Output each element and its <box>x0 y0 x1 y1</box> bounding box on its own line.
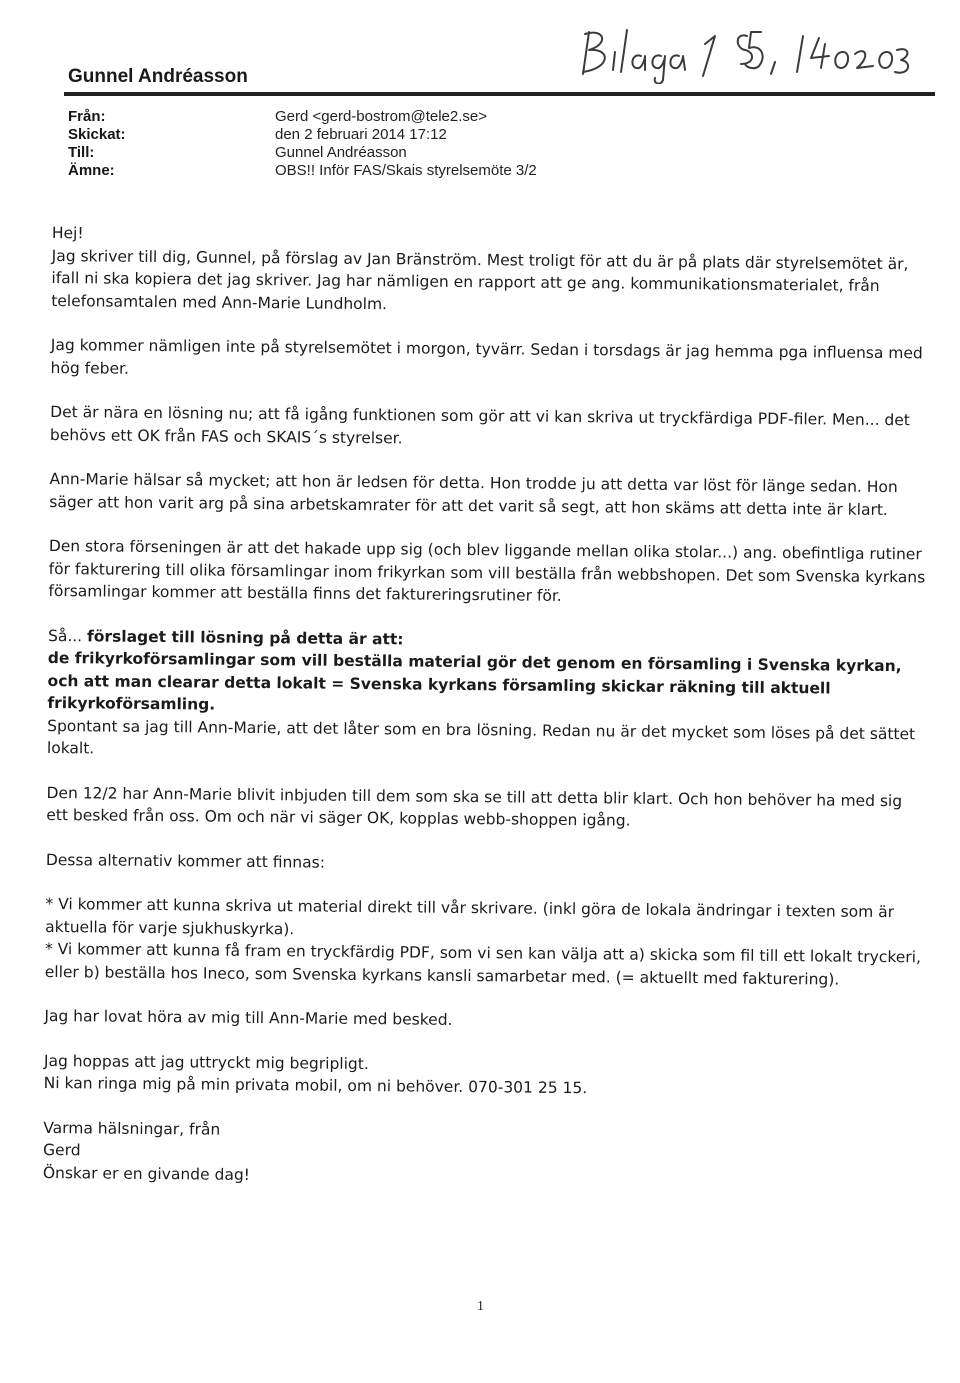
proposal-heading: förslaget till lösning på detta är att: <box>86 626 404 648</box>
handwritten-note-graphic <box>575 22 915 84</box>
from-value: Gerd <gerd-bostrom@tele2.se> <box>275 108 487 125</box>
alternatives-list <box>45 893 926 991</box>
signature-name: Gerd <box>43 1140 81 1160</box>
paragraph-solution-near: Det är nära en lösning nu; att få igång funktionen som gör att vi kan skriva ut tryckfärdiga PDF-filer. Men... det behövs ett OK från FAS och SKAIS´s styrelser. <box>49 402 911 447</box>
paragraph-absence: Jag kommer nämligen inte på styrelsemötet i morgon, tyvärr. Sedan i torsdags är jag hemma pga influensa med hög feber. <box>50 335 923 378</box>
meta-row-sent <box>68 126 537 144</box>
paragraph-delay-reason: Den stora förseningen är att det hakade upp sig (och blev liggande mellan olika stolar...) ang. obefintliga rutiner för fakturering till olika församlingar inom frikyrkan som vill beställa från webbshopen. Det som Svenska kyrkans församlingar kommer att beställa finns det faktureringsrutiner för. <box>48 536 926 605</box>
meta-row-to <box>68 144 537 162</box>
paragraph-intro: Jag skriver till dig, Gunnel, på förslag av Jan Bränström. Mest troligt för att du är på plats där styrelsemötet är, ifall ni ska kopiera det jag skriver. Jag har nämligen en rapport att ge ang. kommunikationsmaterialet, från telefonsamtalen med Ann-Marie Lundholm. <box>51 246 909 313</box>
greeting: Hej! <box>51 223 84 243</box>
page-number: 1 <box>477 1299 484 1314</box>
subject-label: Ämne: <box>68 162 115 179</box>
to-value: Gunnel Andréasson <box>275 144 407 161</box>
header-divider <box>64 92 935 96</box>
to-label: Till: <box>68 144 95 161</box>
signature <box>43 1116 924 1192</box>
sender-name: Gunnel Andréasson <box>68 66 248 87</box>
paragraph-greetings-ann-marie: Ann-Marie hälsar så mycket; att hon är ledsen för detta. Hon trodde ju att detta var löst för länge sedan. Hon säger att hon varit arg på sina arbetskamrater för att det varit så segt, att hon skäms att detta inte är klart. <box>49 469 898 519</box>
paragraph-promise: Jag har lovat höra av mig till Ann-Marie med besked. <box>44 1006 453 1029</box>
paragraph-alternatives-intro: Dessa alternativ kommer att finnas: <box>45 850 326 872</box>
contact-line-2: Ni kan ringa mig på min privata mobil, om ni behöver. 070-301 25 15. <box>43 1073 588 1098</box>
proposal-text: de frikyrkoförsamlingar som vill beställa material gör det genom en församling i Svenska kyrkan, och att man clearar detta lokalt = Svenska kyrkans församling skickar räkning till aktuell frikyrkoförsamling. <box>47 648 902 714</box>
proposal-comment: Spontant sa jag till Ann-Marie, att det låter som en bra lösning. Redan nu är det mycket som löses på det sättet lokalt. <box>46 716 916 758</box>
paragraph-proposal <box>47 624 928 767</box>
list-item: * Vi kommer att kunna skriva ut material direkt till vår skrivare. (inkl göra de lokala ändringar i texten som är aktuella för varje sjukhuskyrka). <box>45 894 895 938</box>
paragraph-contact <box>44 1049 924 1102</box>
list-item: * Vi kommer att kunna få fram en tryckfärdig PDF, som vi sen kan välja att a) skicka som fil till ett lokalt tryckeri, eller b) beställa hos Ineco, som Svenska kyrkans kansli samarbetar med. (= aktuellt med fakturering). <box>44 939 922 989</box>
proposal-prefix: Så... <box>47 626 88 645</box>
handwritten-annotation <box>575 22 915 84</box>
email-metadata <box>68 108 537 180</box>
sent-value: den 2 februari 2014 17:12 <box>275 126 447 143</box>
meta-row-subject <box>68 162 537 180</box>
paragraph-meeting-date: Den 12/2 har Ann-Marie blivit inbjuden till dem som ska se till att detta blir klart. Och hon behöver ha med sig ett besked från oss. Om och när vi säger OK, kopplas webb-shoppen igång. <box>46 783 903 830</box>
email-body <box>43 222 932 1192</box>
from-label: Från: <box>68 108 106 125</box>
sent-label: Skickat: <box>68 126 126 143</box>
contact-line-1: Jag hoppas att jag uttryckt mig begripligt. <box>43 1051 369 1073</box>
closing-line: Varma hälsningar, från <box>43 1118 221 1139</box>
meta-row-from <box>68 108 537 126</box>
closing-wish: Önskar er en givande dag! <box>42 1163 251 1184</box>
subject-value: OBS!! Inför FAS/Skais styrelsemöte 3/2 <box>275 162 537 179</box>
